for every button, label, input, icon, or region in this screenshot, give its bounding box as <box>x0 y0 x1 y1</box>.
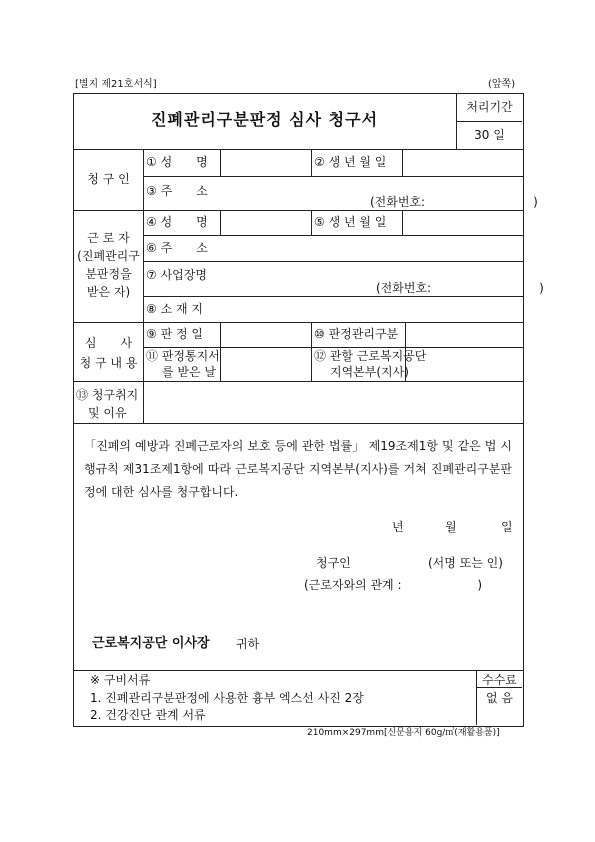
worker-section-line-2: (진폐관리구 <box>77 249 140 263</box>
claimant-phone: (전화번호: ) <box>370 195 538 209</box>
branch-line-2: 지역본부(지사) <box>330 365 409 379</box>
worker-section-line-3: 분판정을 <box>85 267 132 281</box>
claimant-name-label: ① 성 명 <box>146 155 208 169</box>
form-frame <box>73 93 524 727</box>
review-section-label <box>74 333 143 373</box>
worker-section-line-4: 받은 자) <box>86 285 131 299</box>
date-year: 년 <box>392 520 404 534</box>
worker-phone: (전화번호: ) <box>376 281 544 295</box>
management-class-label: ⑩ 판정관리구분 <box>314 327 399 341</box>
notice-date-line-1: ⑪ 판정통지서 <box>146 349 220 363</box>
claimant-address-label: ③ 주 소 <box>146 184 208 198</box>
review-section-line-1: 심 사 <box>84 336 133 350</box>
claim-statement: 「진폐의 예방과 진폐근로자의 보호 등에 관한 법률」 제19조제1항 및 같은 법 시행규칙 제31조제1항에 따라 근로복지공단 지역본부(지사)를 거쳐 진폐관리구분판정에 대한 심사를 청구합니다. <box>84 439 512 499</box>
document-item: 1. 진폐관리구분판정에 사용한 흉부 엑스선 사진 2장 <box>90 691 364 705</box>
addressee-suffix: 귀하 <box>236 637 260 651</box>
page-side-label: (앞쪽) <box>488 79 516 90</box>
processing-period-label: 처리기간 <box>466 100 513 114</box>
processing-period-value: 30 일 <box>474 128 505 142</box>
notice-date-line-2: 를 받은 날 <box>162 365 216 379</box>
workplace-name-label: ⑦ 사업장명 <box>146 268 207 282</box>
branch-label <box>314 348 426 380</box>
document-item: 2. 건강진단 관계 서류 <box>90 708 206 722</box>
worker-section-label <box>74 229 143 301</box>
branch-line-1: ⑫ 관할 근로복지공단 <box>314 349 427 363</box>
form-title: 진폐관리구분판정 심사 청구서 <box>150 110 379 129</box>
date-day: 일 <box>501 520 513 534</box>
decision-date-label: ⑨ 판 정 일 <box>146 327 203 341</box>
fee-label: 수수료 <box>482 673 517 687</box>
documents-heading: ※ 구비서류 <box>90 673 151 687</box>
notice-date-label <box>146 348 220 380</box>
worker-name-label: ④ 성 명 <box>146 215 208 229</box>
paper-spec-footer: 210mm×297mm[신문용지 60g/㎡(재활용품)] <box>307 728 500 738</box>
relation-to-worker: (근로자와의 관계 : ) <box>304 578 482 592</box>
worker-section-line-1: 근 로 자 <box>87 231 130 245</box>
review-section-line-2: 청 구 내 용 <box>79 356 138 370</box>
purpose-line-2: 및 이유 <box>88 406 127 420</box>
form-number: [별지 제21호서식] <box>75 79 157 90</box>
claimant-signature-label: 청구인 <box>316 556 351 570</box>
purpose-label <box>76 386 138 422</box>
date-month: 월 <box>445 520 457 534</box>
claimant-section-label: 청 구 인 <box>87 172 130 186</box>
claimant-birth-label: ② 생 년 월 일 <box>314 155 387 169</box>
addressee-name: 근로복지공단 이사장 <box>92 636 210 651</box>
worker-address-label: ⑥ 주 소 <box>146 241 208 255</box>
purpose-line-1: ⑬ 청구취지 <box>76 388 139 402</box>
fee-value: 없 음 <box>486 691 513 705</box>
workplace-location-label: ⑧ 소 재 지 <box>146 302 203 316</box>
worker-birth-label: ⑤ 생 년 월 일 <box>314 215 387 229</box>
signature-note: (서명 또는 인) <box>428 556 503 570</box>
